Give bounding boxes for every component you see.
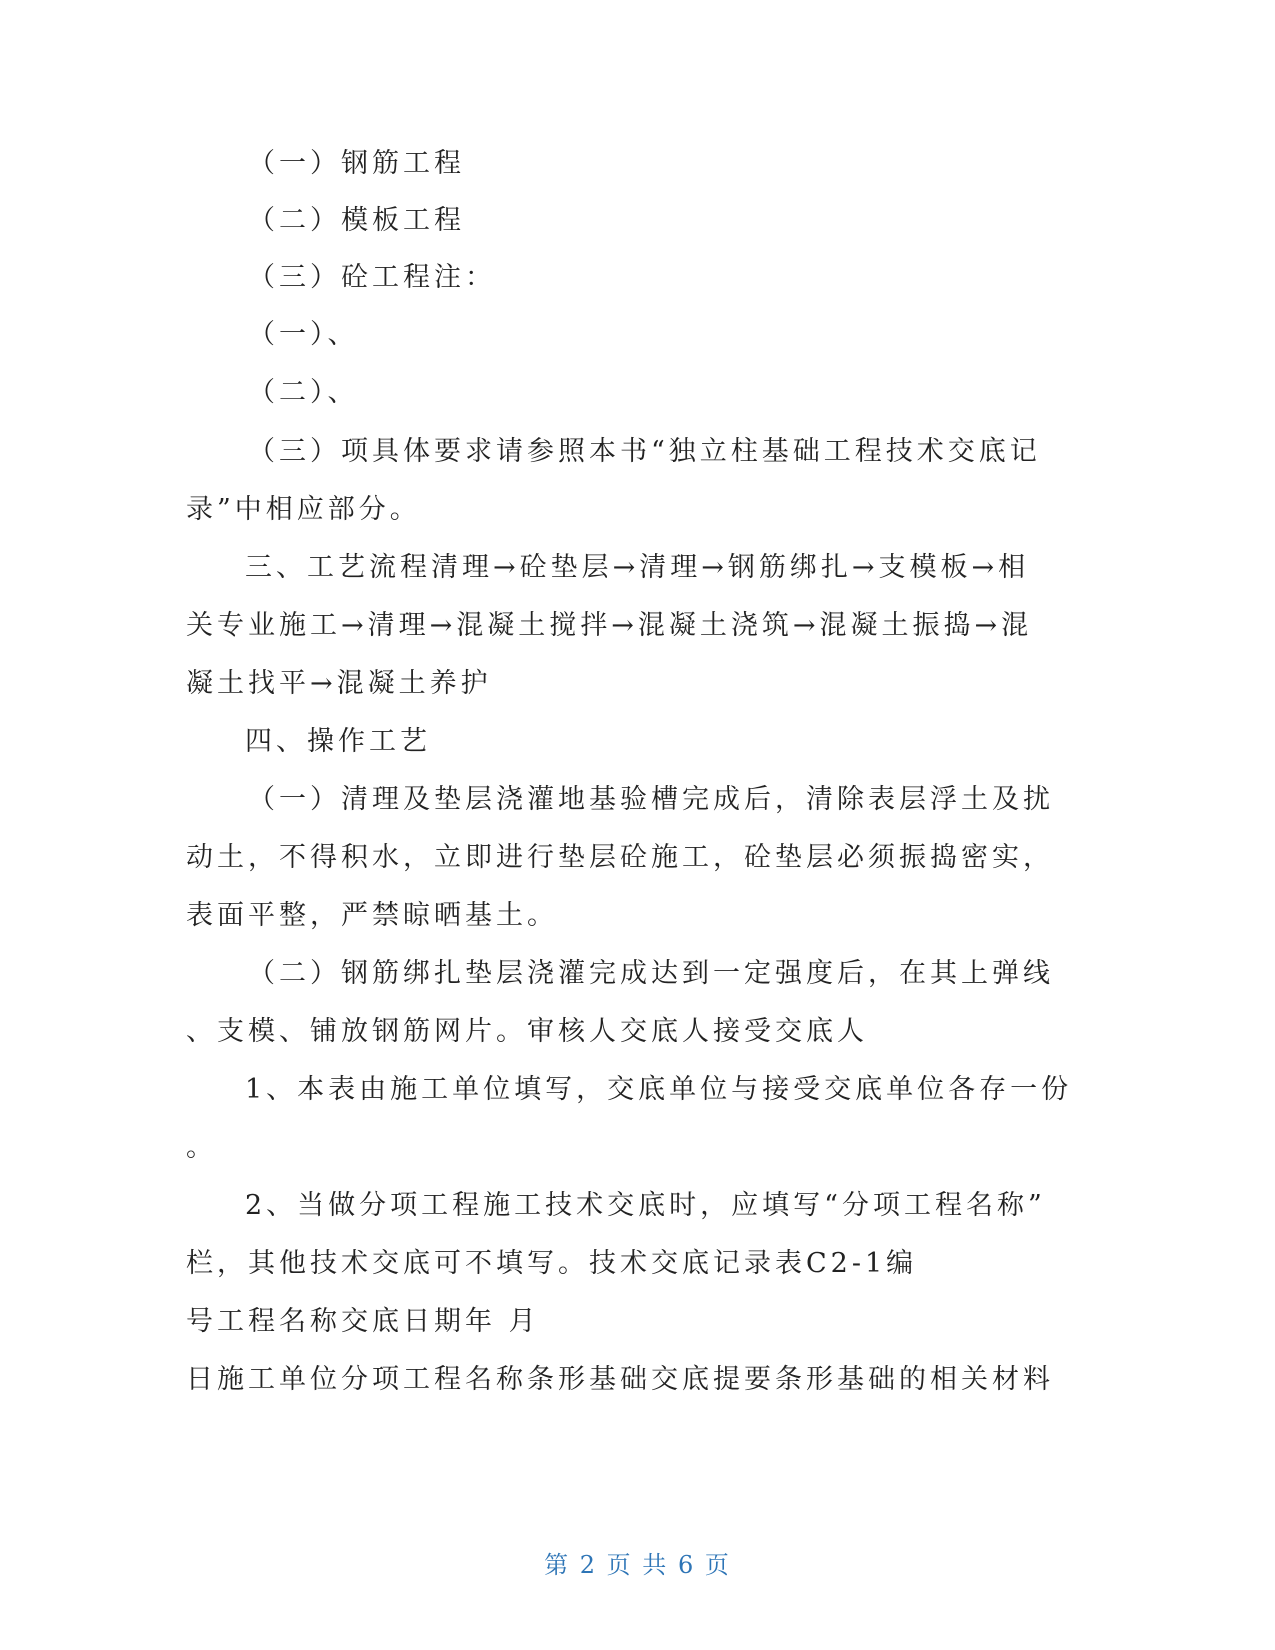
text-line: 三、工艺流程清理→砼垫层→清理→钢筋绑扎→支模板→相 [245,552,1030,583]
text-line: （一）清理及垫层浇灌地基验槽完成后，清除表层浮土及扰 [248,784,1054,815]
text-line: 号工程名称交底日期年 月 [186,1306,540,1337]
text-line: （二）钢筋绑扎垫层浇灌完成达到一定强度后，在其上弹线 [248,958,1054,989]
text-line: 1、本表由施工单位填写，交底单位与接受交底单位各存一份 [245,1074,1073,1105]
text-line: （二）模板工程 [248,205,465,236]
text-line: 表面平整，严禁晾晒基土。 [186,900,558,931]
text-line: （二）、 [248,377,359,408]
text-line: （三）项具体要求请参照本书“独立柱基础工程技术交底记 [248,436,1041,467]
text-line: （三）砼工程注： [248,262,496,293]
text-line: 。 [186,1132,217,1163]
text-line: 、支模、铺放钢筋网片。审核人交底人接受交底人 [186,1016,868,1047]
text-line: 日施工单位分项工程名称条形基础交底提要条形基础的相关材料 [186,1364,1054,1395]
text-line: 四、操作工艺 [245,726,431,757]
text-line: 2、当做分项工程施工技术交底时，应填写“分项工程名称” [245,1190,1046,1221]
text-line: 栏，其他技术交底可不填写。技术交底记录表C2-1编 [186,1248,918,1279]
text-line: 录”中相应部分。 [186,494,421,525]
text-line: 关专业施工→清理→混凝土搅拌→混凝土浇筑→混凝土振捣→混 [186,610,1033,641]
text-line: 凝土找平→混凝土养护 [186,668,492,699]
text-line: 动土，不得积水，立即进行垫层砼施工，砼垫层必须振捣密实， [186,842,1054,873]
text-line: （一）、 [248,319,359,350]
page-number-footer: 第 2 页 共 6 页 [544,1551,731,1579]
text-line: （一）钢筋工程 [248,148,465,179]
